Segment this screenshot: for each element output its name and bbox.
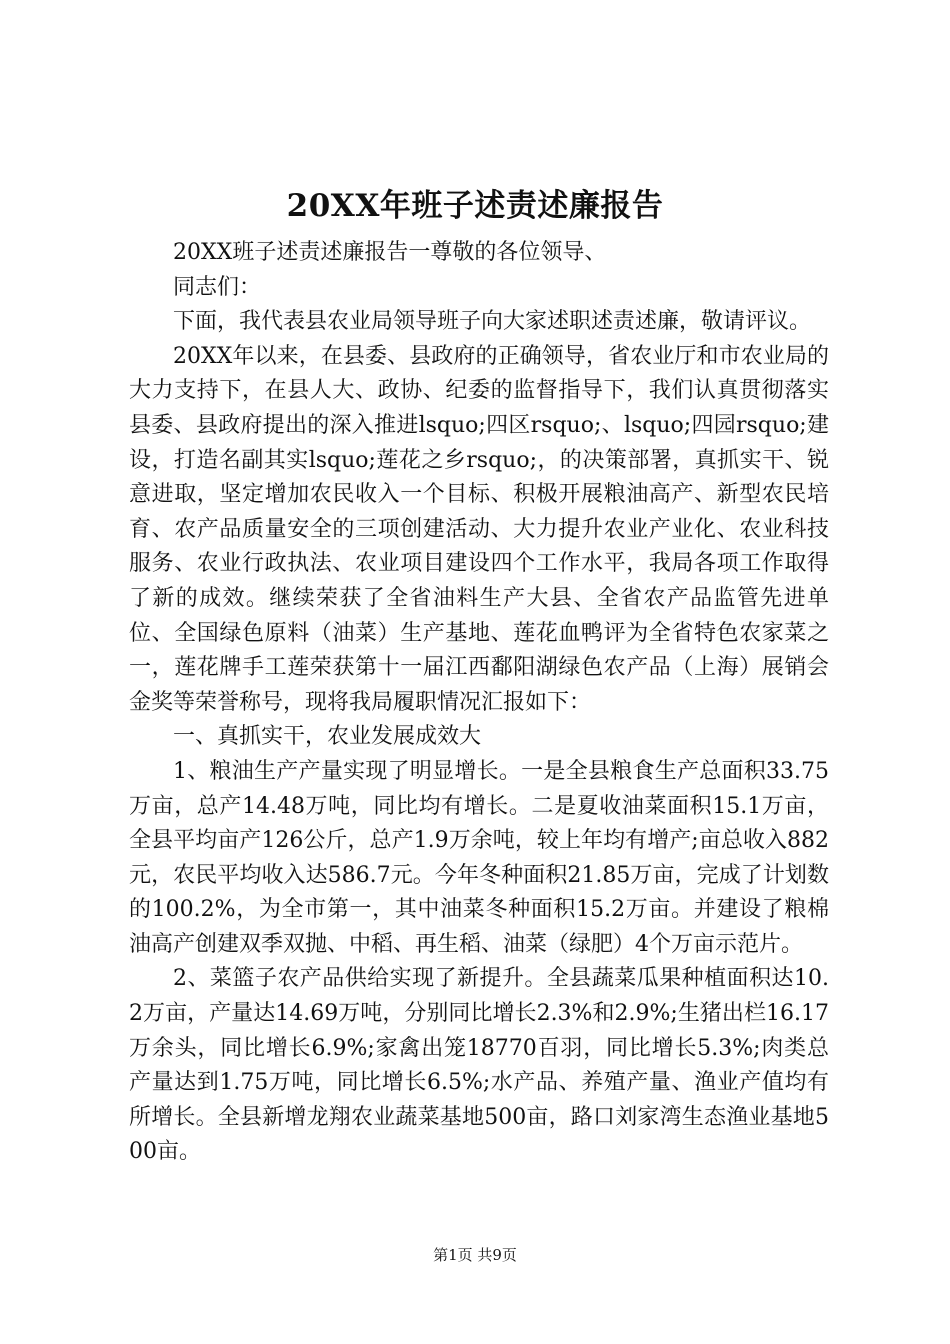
paragraph-vegetable-basket: 2、菜篮子农产品供给实现了新提升。全县蔬菜瓜果种植面积达10.2万亩，产量达14.69万吨，分别同比增长2.3%和2.9%;生猪出栏16.17万余头，同比增长6.9%;家禽出笼18770百羽，同比增长5.3%;肉类总产量达到1.75万吨，同比增长6.5%;水产品、养殖产量、渔业产值均有所增长。全县新增龙翔农业蔬菜基地500亩，路口刘家湾生态渔业基地500亩。 xyxy=(129,966,829,1165)
document-body xyxy=(129,236,829,1170)
paragraph-salutation: 同志们： xyxy=(173,274,262,300)
paragraph-overview: 20XX年以来，在县委、县政府的正确领导，省农业厅和市农业局的大力支持下，在县人大、政协、纪委的监督指导下，我们认真贯彻落实县委、县政府提出的深入推进lsquo;四区rsquo;、lsquo;四园rsquo;建设，打造名副其实lsquo;莲花之乡rsquo;，的决策部署，真抓实干、锐意进取，坚定增加农民收入一个目标、积极开展粮油高产、新型农民培育、农产品质量安全的三项创建活动、大力提升农业产业化、农业科技服务、农业行政执法、农业项目建设四个工作水平，我局各项工作取得了新的成效。继续荣获了全省油料生产大县、全省农产品监管先进单位、全国绿色原料（油菜）生产基地、莲花血鸭评为全省特色农家菜之一，莲花牌手工莲荣获第十一届江西鄱阳湖绿色农产品（上海）展销会金奖等荣誉称号，现将我局履职情况汇报如下： xyxy=(129,343,829,715)
page-title: 20XX年班子述责述廉报告 xyxy=(286,188,664,224)
paragraph-opening: 20XX班子述责述廉报告一尊敬的各位领导、 xyxy=(173,240,607,265)
page-footer: 第1页 共9页 xyxy=(433,1246,517,1264)
paragraph-intro: 下面，我代表县农业局领导班子向大家述职述责述廉，敬请评议。 xyxy=(173,309,812,335)
paragraph-grain-oil: 1、粮油生产产量实现了明显增长。一是全县粮食生产总面积33.75万亩，总产14.48万吨，同比均有增长。二是夏收油菜面积15.1万亩，全县平均亩产126公斤，总产1.9万余吨，较上年均有增产;亩总收入882元，农民平均收入达586.7元。今年冬种面积21.85万亩，完成了计划数的100.2%，为全市第一，其中油菜冬种面积15.2万亩。并建设了粮棉油高产创建双季双抛、中稻、再生稻、油菜（绿肥）4个万亩示范片。 xyxy=(129,758,829,957)
section-heading: 一、真抓实干，农业发展成效大 xyxy=(173,724,482,750)
